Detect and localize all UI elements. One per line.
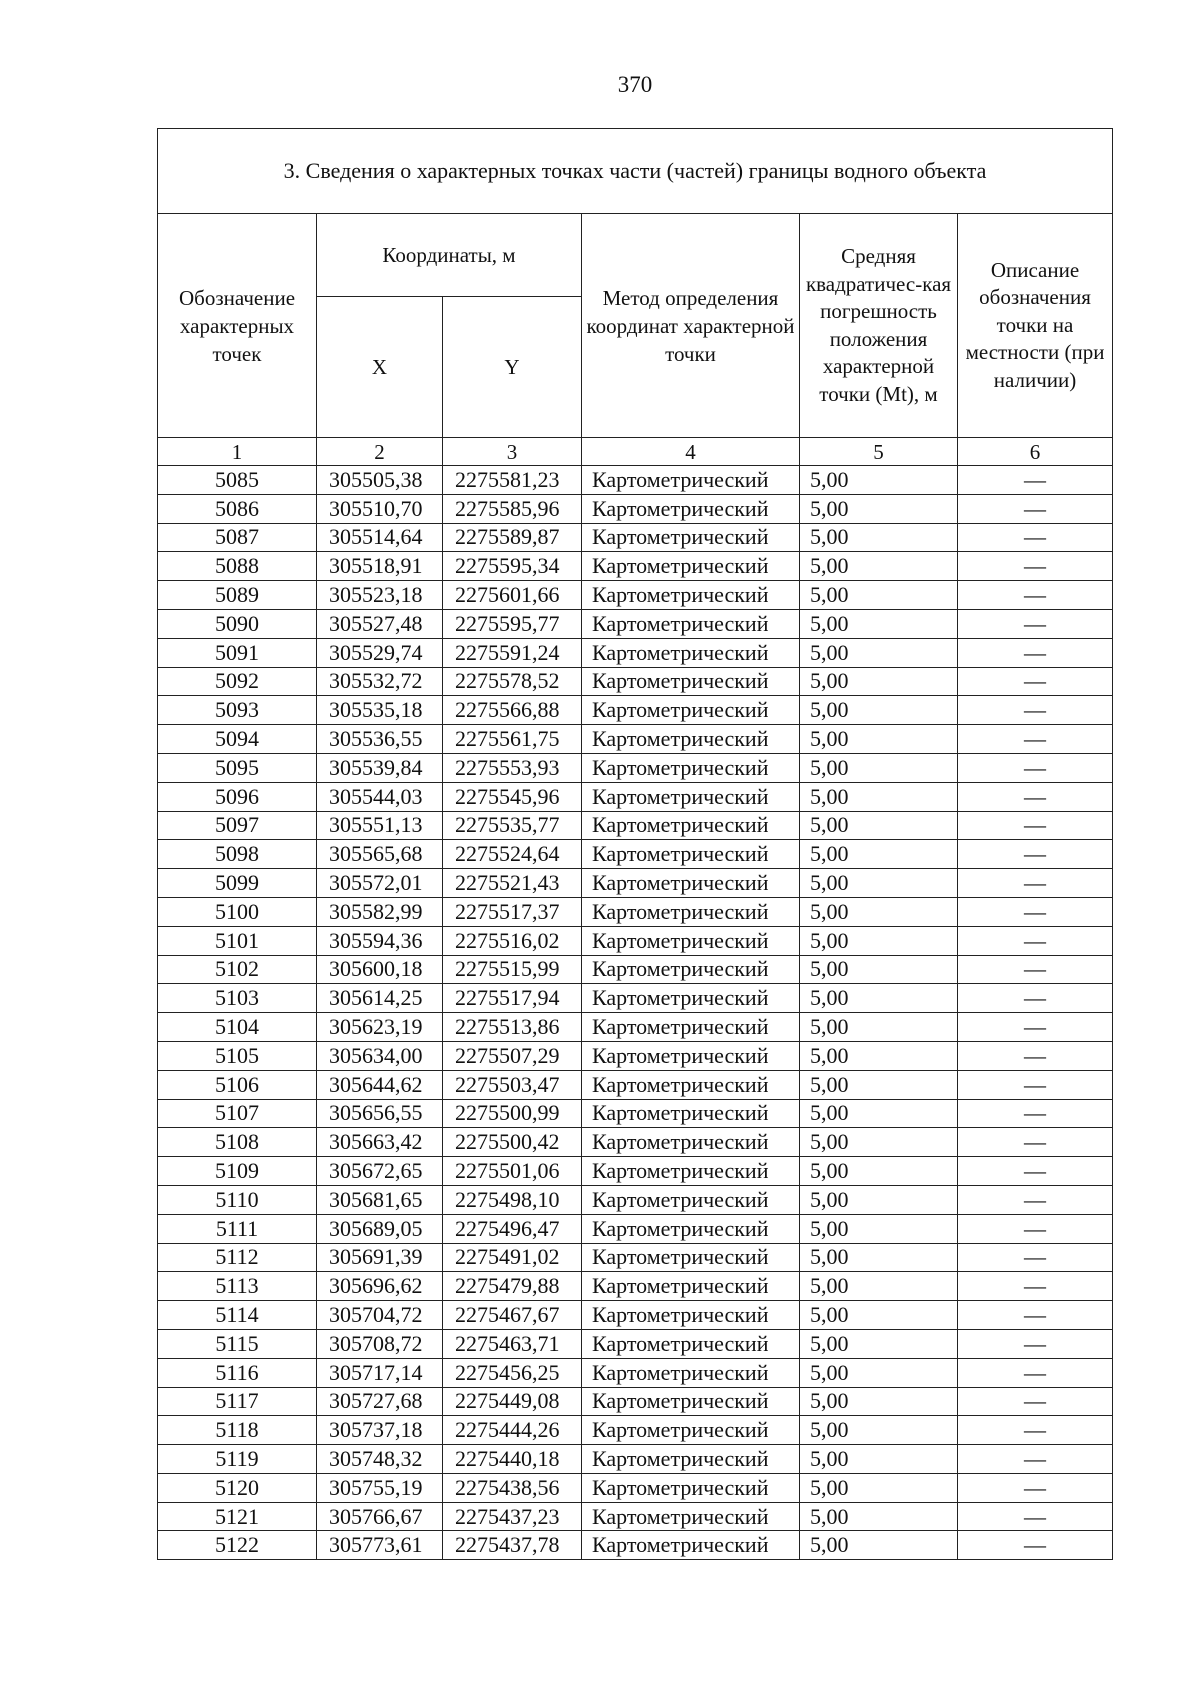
x-coordinate-cell: 305766,67: [317, 1502, 443, 1531]
point-id-cell: 5108: [158, 1128, 317, 1157]
description-cell: —: [958, 1099, 1113, 1128]
error-cell: 5,00: [800, 753, 958, 782]
x-coordinate-cell: 305644,62: [317, 1070, 443, 1099]
table-row: [158, 466, 1113, 495]
y-coordinate-cell: 2275521,43: [443, 869, 582, 898]
point-id-cell: 5114: [158, 1301, 317, 1330]
table-row: [158, 869, 1113, 898]
method-cell: Картометрический: [582, 552, 800, 581]
method-cell: Картометрический: [582, 984, 800, 1013]
y-coordinate-cell: 2275440,18: [443, 1445, 582, 1474]
x-coordinate-cell: 305737,18: [317, 1416, 443, 1445]
error-cell: 5,00: [800, 1416, 958, 1445]
x-coordinate-cell: 305773,61: [317, 1531, 443, 1560]
description-cell: —: [958, 1301, 1113, 1330]
table-row: [158, 523, 1113, 552]
table-row: [158, 1214, 1113, 1243]
point-id-cell: 5102: [158, 955, 317, 984]
point-id-cell: 5088: [158, 552, 317, 581]
error-cell: 5,00: [800, 1157, 958, 1186]
x-coordinate-cell: 305623,19: [317, 1013, 443, 1042]
method-cell: Картометрический: [582, 581, 800, 610]
x-coordinate-cell: 305663,42: [317, 1128, 443, 1157]
error-cell: 5,00: [800, 869, 958, 898]
description-cell: —: [958, 494, 1113, 523]
x-coordinate-cell: 305748,32: [317, 1445, 443, 1474]
table-row: [158, 696, 1113, 725]
y-coordinate-cell: 2275513,86: [443, 1013, 582, 1042]
description-cell: —: [958, 782, 1113, 811]
header-error: Средняя квадратичес-кая погрешность положения характерной точки (Mt), м: [800, 214, 958, 438]
description-cell: —: [958, 1358, 1113, 1387]
point-id-cell: 5111: [158, 1214, 317, 1243]
method-cell: Картометрический: [582, 811, 800, 840]
y-coordinate-cell: 2275561,75: [443, 725, 582, 754]
description-cell: —: [958, 1041, 1113, 1070]
table-row: [158, 840, 1113, 869]
method-cell: Картометрический: [582, 1358, 800, 1387]
x-coordinate-cell: 305634,00: [317, 1041, 443, 1070]
method-cell: Картометрический: [582, 494, 800, 523]
x-coordinate-cell: 305539,84: [317, 753, 443, 782]
error-cell: 5,00: [800, 1099, 958, 1128]
x-coordinate-cell: 305717,14: [317, 1358, 443, 1387]
description-cell: —: [958, 753, 1113, 782]
point-id-cell: 5087: [158, 523, 317, 552]
table-body: [158, 466, 1113, 1560]
table-row: [158, 1301, 1113, 1330]
description-cell: —: [958, 840, 1113, 869]
table-row: [158, 782, 1113, 811]
x-coordinate-cell: 305755,19: [317, 1473, 443, 1502]
description-cell: —: [958, 1214, 1113, 1243]
method-cell: Картометрический: [582, 667, 800, 696]
error-cell: 5,00: [800, 984, 958, 1013]
method-cell: Картометрический: [582, 840, 800, 869]
y-coordinate-cell: 2275589,87: [443, 523, 582, 552]
description-cell: —: [958, 1157, 1113, 1186]
table-row: [158, 1416, 1113, 1445]
x-coordinate-cell: 305505,38: [317, 466, 443, 495]
point-id-cell: 5112: [158, 1243, 317, 1272]
description-cell: —: [958, 725, 1113, 754]
point-id-cell: 5098: [158, 840, 317, 869]
x-coordinate-cell: 305527,48: [317, 609, 443, 638]
table-row: [158, 638, 1113, 667]
point-id-cell: 5117: [158, 1387, 317, 1416]
y-coordinate-cell: 2275437,78: [443, 1531, 582, 1560]
description-cell: —: [958, 984, 1113, 1013]
method-cell: Картометрический: [582, 1128, 800, 1157]
description-cell: —: [958, 1416, 1113, 1445]
point-id-cell: 5089: [158, 581, 317, 610]
table-row: [158, 1473, 1113, 1502]
y-coordinate-cell: 2275438,56: [443, 1473, 582, 1502]
x-coordinate-cell: 305656,55: [317, 1099, 443, 1128]
y-coordinate-cell: 2275479,88: [443, 1272, 582, 1301]
table-row: [158, 1387, 1113, 1416]
column-number: 6: [958, 438, 1113, 466]
x-coordinate-cell: 305600,18: [317, 955, 443, 984]
point-id-cell: 5093: [158, 696, 317, 725]
y-coordinate-cell: 2275463,71: [443, 1329, 582, 1358]
table-row: [158, 926, 1113, 955]
x-coordinate-cell: 305582,99: [317, 897, 443, 926]
description-cell: —: [958, 1243, 1113, 1272]
table-row: [158, 1358, 1113, 1387]
y-coordinate-cell: 2275467,67: [443, 1301, 582, 1330]
description-cell: —: [958, 1013, 1113, 1042]
error-cell: 5,00: [800, 1329, 958, 1358]
x-coordinate-cell: 305536,55: [317, 725, 443, 754]
error-cell: 5,00: [800, 811, 958, 840]
point-id-cell: 5109: [158, 1157, 317, 1186]
x-coordinate-cell: 305510,70: [317, 494, 443, 523]
error-cell: 5,00: [800, 667, 958, 696]
point-id-cell: 5106: [158, 1070, 317, 1099]
description-cell: —: [958, 1445, 1113, 1474]
error-cell: 5,00: [800, 897, 958, 926]
method-cell: Картометрический: [582, 638, 800, 667]
description-cell: —: [958, 466, 1113, 495]
y-coordinate-cell: 2275501,06: [443, 1157, 582, 1186]
description-cell: —: [958, 869, 1113, 898]
description-cell: —: [958, 1531, 1113, 1560]
y-coordinate-cell: 2275437,23: [443, 1502, 582, 1531]
error-cell: 5,00: [800, 638, 958, 667]
method-cell: Картометрический: [582, 1157, 800, 1186]
method-cell: Картометрический: [582, 523, 800, 552]
x-coordinate-cell: 305696,62: [317, 1272, 443, 1301]
description-cell: —: [958, 1387, 1113, 1416]
method-cell: Картометрический: [582, 1473, 800, 1502]
method-cell: Картометрический: [582, 1070, 800, 1099]
x-coordinate-cell: 305572,01: [317, 869, 443, 898]
point-id-cell: 5116: [158, 1358, 317, 1387]
description-cell: —: [958, 552, 1113, 581]
method-cell: Картометрический: [582, 1243, 800, 1272]
error-cell: 5,00: [800, 1272, 958, 1301]
method-cell: Картометрический: [582, 1099, 800, 1128]
point-id-cell: 5101: [158, 926, 317, 955]
table-row: [158, 1013, 1113, 1042]
page-number: 370: [617, 72, 653, 97]
y-coordinate-cell: 2275595,34: [443, 552, 582, 581]
point-id-cell: 5097: [158, 811, 317, 840]
table-row: [158, 581, 1113, 610]
error-cell: 5,00: [800, 840, 958, 869]
point-id-cell: 5103: [158, 984, 317, 1013]
x-coordinate-cell: 305672,65: [317, 1157, 443, 1186]
error-cell: 5,00: [800, 494, 958, 523]
y-coordinate-cell: 2275498,10: [443, 1185, 582, 1214]
point-id-cell: 5118: [158, 1416, 317, 1445]
method-cell: Картометрический: [582, 725, 800, 754]
y-coordinate-cell: 2275591,24: [443, 638, 582, 667]
method-cell: Картометрический: [582, 1013, 800, 1042]
description-cell: —: [958, 1473, 1113, 1502]
description-cell: —: [958, 897, 1113, 926]
x-coordinate-cell: 305551,13: [317, 811, 443, 840]
x-coordinate-cell: 305614,25: [317, 984, 443, 1013]
table-row: [158, 1502, 1113, 1531]
point-id-cell: 5100: [158, 897, 317, 926]
header-method: Метод определения координат характерной точки: [582, 214, 800, 438]
point-id-cell: 5095: [158, 753, 317, 782]
table-row: [158, 1243, 1113, 1272]
error-cell: 5,00: [800, 1531, 958, 1560]
column-number: 2: [317, 438, 443, 466]
point-id-cell: 5110: [158, 1185, 317, 1214]
error-cell: 5,00: [800, 1070, 958, 1099]
boundary-points-table: [157, 128, 1113, 1560]
error-cell: 5,00: [800, 552, 958, 581]
method-cell: Картометрический: [582, 1445, 800, 1474]
description-cell: —: [958, 1128, 1113, 1157]
error-cell: 5,00: [800, 955, 958, 984]
y-coordinate-cell: 2275581,23: [443, 466, 582, 495]
method-cell: Картометрический: [582, 1531, 800, 1560]
table-title: 3. Сведения о характерных точках части (частей) границы водного объекта: [158, 129, 1113, 214]
x-coordinate-cell: 305565,68: [317, 840, 443, 869]
method-cell: Картометрический: [582, 696, 800, 725]
point-id-cell: 5121: [158, 1502, 317, 1531]
method-cell: Картометрический: [582, 869, 800, 898]
table-row: [158, 725, 1113, 754]
table-row: [158, 1128, 1113, 1157]
point-id-cell: 5104: [158, 1013, 317, 1042]
description-cell: —: [958, 667, 1113, 696]
y-coordinate-cell: 2275496,47: [443, 1214, 582, 1243]
table-row: [158, 984, 1113, 1013]
error-cell: 5,00: [800, 581, 958, 610]
error-cell: 5,00: [800, 725, 958, 754]
table-row: [158, 1099, 1113, 1128]
y-coordinate-cell: 2275516,02: [443, 926, 582, 955]
y-coordinate-cell: 2275515,99: [443, 955, 582, 984]
table-row: [158, 1041, 1113, 1070]
y-coordinate-cell: 2275517,94: [443, 984, 582, 1013]
description-cell: —: [958, 1272, 1113, 1301]
description-cell: —: [958, 811, 1113, 840]
y-coordinate-cell: 2275503,47: [443, 1070, 582, 1099]
column-number: 1: [158, 438, 317, 466]
error-cell: 5,00: [800, 1473, 958, 1502]
column-number: 5: [800, 438, 958, 466]
error-cell: 5,00: [800, 466, 958, 495]
table-row: [158, 753, 1113, 782]
method-cell: Картометрический: [582, 1329, 800, 1358]
table-row: [158, 1329, 1113, 1358]
y-coordinate-cell: 2275553,93: [443, 753, 582, 782]
table-row: [158, 1185, 1113, 1214]
error-cell: 5,00: [800, 1301, 958, 1330]
point-id-cell: 5105: [158, 1041, 317, 1070]
method-cell: Картометрический: [582, 1416, 800, 1445]
method-cell: Картометрический: [582, 897, 800, 926]
y-coordinate-cell: 2275500,42: [443, 1128, 582, 1157]
x-coordinate-cell: 305704,72: [317, 1301, 443, 1330]
boundary-points-table-wrapper: [157, 128, 1112, 1560]
header-y: Y: [443, 297, 582, 438]
y-coordinate-cell: 2275585,96: [443, 494, 582, 523]
y-coordinate-cell: 2275507,29: [443, 1041, 582, 1070]
y-coordinate-cell: 2275500,99: [443, 1099, 582, 1128]
error-cell: 5,00: [800, 1185, 958, 1214]
y-coordinate-cell: 2275578,52: [443, 667, 582, 696]
point-id-cell: 5115: [158, 1329, 317, 1358]
x-coordinate-cell: 305594,36: [317, 926, 443, 955]
table-row: [158, 955, 1113, 984]
column-number: 3: [443, 438, 582, 466]
table-row: [158, 552, 1113, 581]
method-cell: Картометрический: [582, 753, 800, 782]
description-cell: —: [958, 926, 1113, 955]
table-row: [158, 811, 1113, 840]
x-coordinate-cell: 305535,18: [317, 696, 443, 725]
method-cell: Картометрический: [582, 926, 800, 955]
error-cell: 5,00: [800, 1445, 958, 1474]
point-id-cell: 5119: [158, 1445, 317, 1474]
y-coordinate-cell: 2275456,25: [443, 1358, 582, 1387]
error-cell: 5,00: [800, 1214, 958, 1243]
error-cell: 5,00: [800, 1013, 958, 1042]
y-coordinate-cell: 2275517,37: [443, 897, 582, 926]
x-coordinate-cell: 305529,74: [317, 638, 443, 667]
y-coordinate-cell: 2275545,96: [443, 782, 582, 811]
column-number: 4: [582, 438, 800, 466]
x-coordinate-cell: 305523,18: [317, 581, 443, 610]
x-coordinate-cell: 305544,03: [317, 782, 443, 811]
x-coordinate-cell: 305691,39: [317, 1243, 443, 1272]
header-coordinates: Координаты, м: [317, 214, 582, 297]
description-cell: —: [958, 609, 1113, 638]
method-cell: Картометрический: [582, 1387, 800, 1416]
error-cell: 5,00: [800, 926, 958, 955]
y-coordinate-cell: 2275524,64: [443, 840, 582, 869]
point-id-cell: 5091: [158, 638, 317, 667]
error-cell: 5,00: [800, 523, 958, 552]
point-id-cell: 5122: [158, 1531, 317, 1560]
point-id-cell: 5086: [158, 494, 317, 523]
point-id-cell: 5092: [158, 667, 317, 696]
y-coordinate-cell: 2275566,88: [443, 696, 582, 725]
point-id-cell: 5096: [158, 782, 317, 811]
error-cell: 5,00: [800, 609, 958, 638]
description-cell: —: [958, 1185, 1113, 1214]
table-row: [158, 609, 1113, 638]
method-cell: Картометрический: [582, 1041, 800, 1070]
x-coordinate-cell: 305518,91: [317, 552, 443, 581]
method-cell: Картометрический: [582, 1301, 800, 1330]
x-coordinate-cell: 305514,64: [317, 523, 443, 552]
table-row: [158, 1070, 1113, 1099]
point-id-cell: 5094: [158, 725, 317, 754]
description-cell: —: [958, 955, 1113, 984]
error-cell: 5,00: [800, 696, 958, 725]
description-cell: —: [958, 1502, 1113, 1531]
y-coordinate-cell: 2275449,08: [443, 1387, 582, 1416]
description-cell: —: [958, 638, 1113, 667]
table-row: [158, 1445, 1113, 1474]
table-row: [158, 1157, 1113, 1186]
x-coordinate-cell: 305681,65: [317, 1185, 443, 1214]
point-id-cell: 5090: [158, 609, 317, 638]
error-cell: 5,00: [800, 782, 958, 811]
method-cell: Картометрический: [582, 782, 800, 811]
header-x: X: [317, 297, 443, 438]
description-cell: —: [958, 1329, 1113, 1358]
x-coordinate-cell: 305727,68: [317, 1387, 443, 1416]
error-cell: 5,00: [800, 1358, 958, 1387]
column-number-row: [158, 438, 1113, 466]
error-cell: 5,00: [800, 1502, 958, 1531]
point-id-cell: 5099: [158, 869, 317, 898]
description-cell: —: [958, 1070, 1113, 1099]
error-cell: 5,00: [800, 1387, 958, 1416]
header-description: Описание обозначения точки на местности (при наличии): [958, 214, 1113, 438]
point-id-cell: 5120: [158, 1473, 317, 1502]
point-id-cell: 5113: [158, 1272, 317, 1301]
y-coordinate-cell: 2275601,66: [443, 581, 582, 610]
point-id-cell: 5085: [158, 466, 317, 495]
y-coordinate-cell: 2275491,02: [443, 1243, 582, 1272]
table-row: [158, 897, 1113, 926]
x-coordinate-cell: 305689,05: [317, 1214, 443, 1243]
error-cell: 5,00: [800, 1243, 958, 1272]
table-row: [158, 1531, 1113, 1560]
description-cell: —: [958, 696, 1113, 725]
method-cell: Картометрический: [582, 1214, 800, 1243]
point-id-cell: 5107: [158, 1099, 317, 1128]
y-coordinate-cell: 2275444,26: [443, 1416, 582, 1445]
table-row: [158, 1272, 1113, 1301]
table-row: [158, 667, 1113, 696]
y-coordinate-cell: 2275535,77: [443, 811, 582, 840]
method-cell: Картометрический: [582, 609, 800, 638]
method-cell: Картометрический: [582, 1185, 800, 1214]
x-coordinate-cell: 305532,72: [317, 667, 443, 696]
header-point-label: Обозначение характерных точек: [158, 214, 317, 438]
table-row: [158, 494, 1113, 523]
description-cell: —: [958, 523, 1113, 552]
method-cell: Картометрический: [582, 1272, 800, 1301]
method-cell: Картометрический: [582, 1502, 800, 1531]
x-coordinate-cell: 305708,72: [317, 1329, 443, 1358]
error-cell: 5,00: [800, 1128, 958, 1157]
description-cell: —: [958, 581, 1113, 610]
method-cell: Картометрический: [582, 466, 800, 495]
error-cell: 5,00: [800, 1041, 958, 1070]
y-coordinate-cell: 2275595,77: [443, 609, 582, 638]
method-cell: Картометрический: [582, 955, 800, 984]
